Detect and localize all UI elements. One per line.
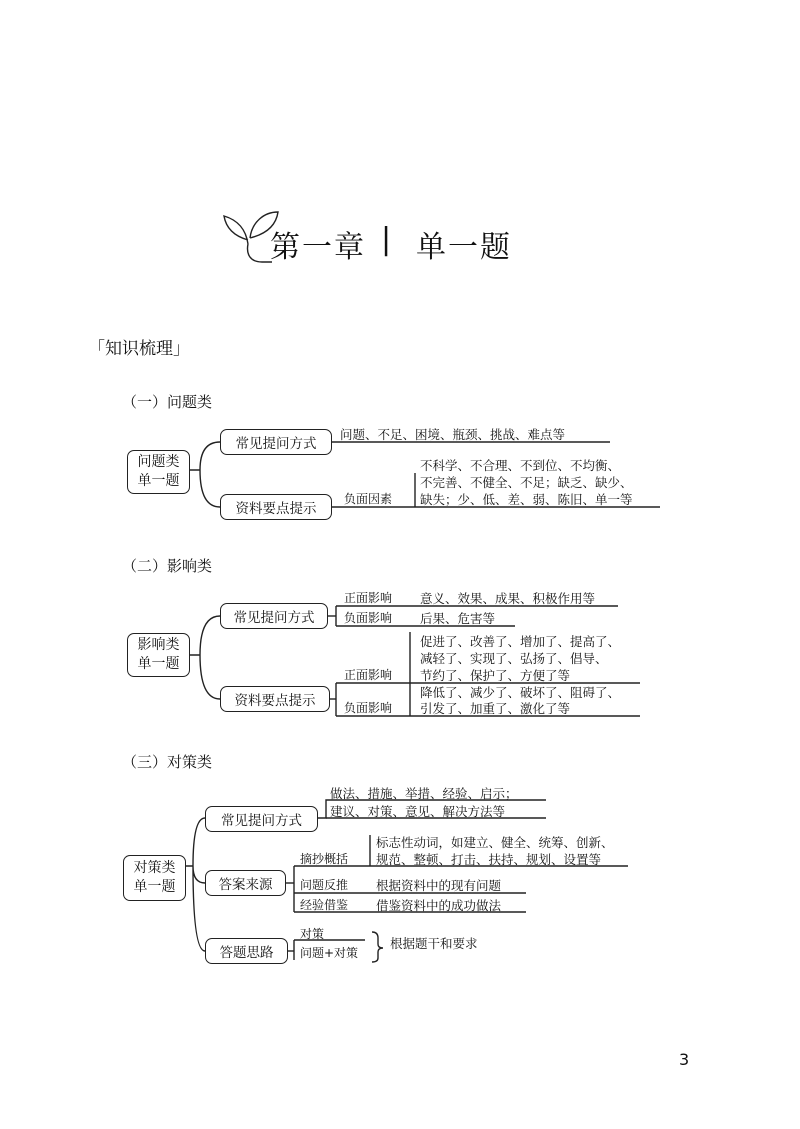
s3-src-extract-label: 摘抄概括 — [300, 852, 349, 866]
s3-heading: （三）对策类 — [122, 753, 213, 771]
chapter-separator: | — [381, 222, 394, 257]
s2-root-line1: 影响类 — [137, 637, 180, 653]
chapter-subtitle: 单一题 — [416, 230, 512, 265]
s2-ask-pos-text: 意义、效果、成果、积极作用等 — [420, 591, 596, 606]
s3-branch-ask: 常见提问方式 — [205, 806, 318, 832]
s2-ask-neg-label: 负面影响 — [344, 611, 393, 625]
s1-neg-line1: 不科学、不合理、不到位、不均衡、 — [420, 458, 621, 473]
s1-neg-line3: 缺失；少、低、差、弱、陈旧、单一等 — [420, 492, 633, 507]
s3-ask-line2: 建议、对策、意见、解决方法等 — [330, 804, 506, 819]
s2-hint-pos-line1: 促进了、改善了、增加了、提高了、 — [420, 634, 621, 649]
s2-hint-neg-line2: 引发了、加重了、激化了等 — [420, 701, 571, 716]
s3-root-line1: 对策类 — [133, 860, 176, 876]
s2-hint-pos-label: 正面影响 — [344, 668, 393, 682]
s2-hint-pos-line2: 减轻了、实现了、弘扬了、倡导、 — [420, 651, 608, 666]
s3-src-learn-text: 借鉴资料中的成功做法 — [376, 898, 502, 913]
s1-root-line1: 问题类 — [137, 454, 180, 470]
s3-branch-approach: 答题思路 — [205, 938, 288, 964]
s2-ask-pos-label: 正面影响 — [344, 591, 393, 605]
s3-src-reverse-text: 根据资料中的现有问题 — [376, 878, 502, 893]
s2-hint-neg-label: 负面影响 — [344, 701, 393, 715]
page-number: 3 — [679, 1050, 690, 1069]
s3-approach-option2: 问题+对策 — [300, 946, 359, 960]
s1-branch-ask: 常见提问方式 — [220, 429, 332, 455]
s3-root-node — [123, 855, 186, 901]
s1-neg-line2: 不完善、不健全、不足；缺乏、缺少、 — [420, 475, 633, 490]
s2-root-node — [127, 633, 190, 677]
s3-root-line2: 单一题 — [133, 879, 176, 895]
s2-heading: （二）影响类 — [122, 557, 213, 575]
s1-heading: （一）问题类 — [122, 393, 213, 411]
s3-src-extract-line1: 标志性动词，如建立、健全、统筹、创新、 — [376, 835, 614, 850]
s1-neg-label: 负面因素 — [344, 492, 393, 506]
s1-branch-hints: 资料要点提示 — [220, 494, 332, 520]
s3-src-learn-label: 经验借鉴 — [300, 898, 349, 912]
section-title: 「知识梳理」 — [88, 339, 190, 359]
s3-src-extract-line2: 规范、整顿、打击、扶持、规划、设置等 — [376, 852, 602, 867]
s2-branch-hints: 资料要点提示 — [220, 686, 330, 712]
s1-root-node — [127, 450, 190, 494]
s1-root-line2: 单一题 — [137, 473, 180, 489]
s3-ask-line1: 做法、措施、举措、经验、启示； — [330, 786, 518, 801]
s3-src-reverse-label: 问题反推 — [300, 878, 349, 892]
s3-branch-source: 答案来源 — [205, 870, 286, 896]
s2-branch-ask: 常见提问方式 — [220, 603, 328, 629]
s3-approach-option1: 对策 — [300, 927, 325, 941]
s2-ask-neg-text: 后果、危害等 — [420, 611, 496, 626]
s3-approach-text: 根据题干和要求 — [390, 936, 478, 951]
chapter-title: 第一章 — [270, 230, 366, 265]
s2-hint-pos-line3: 节约了、保护了、方便了等 — [420, 668, 571, 683]
s1-ask-text: 问题、不足、困境、瓶颈、挑战、难点等 — [340, 427, 566, 442]
s2-hint-neg-line1: 降低了、减少了、破坏了、阻碍了、 — [420, 685, 621, 700]
s2-root-line2: 单一题 — [137, 656, 180, 672]
